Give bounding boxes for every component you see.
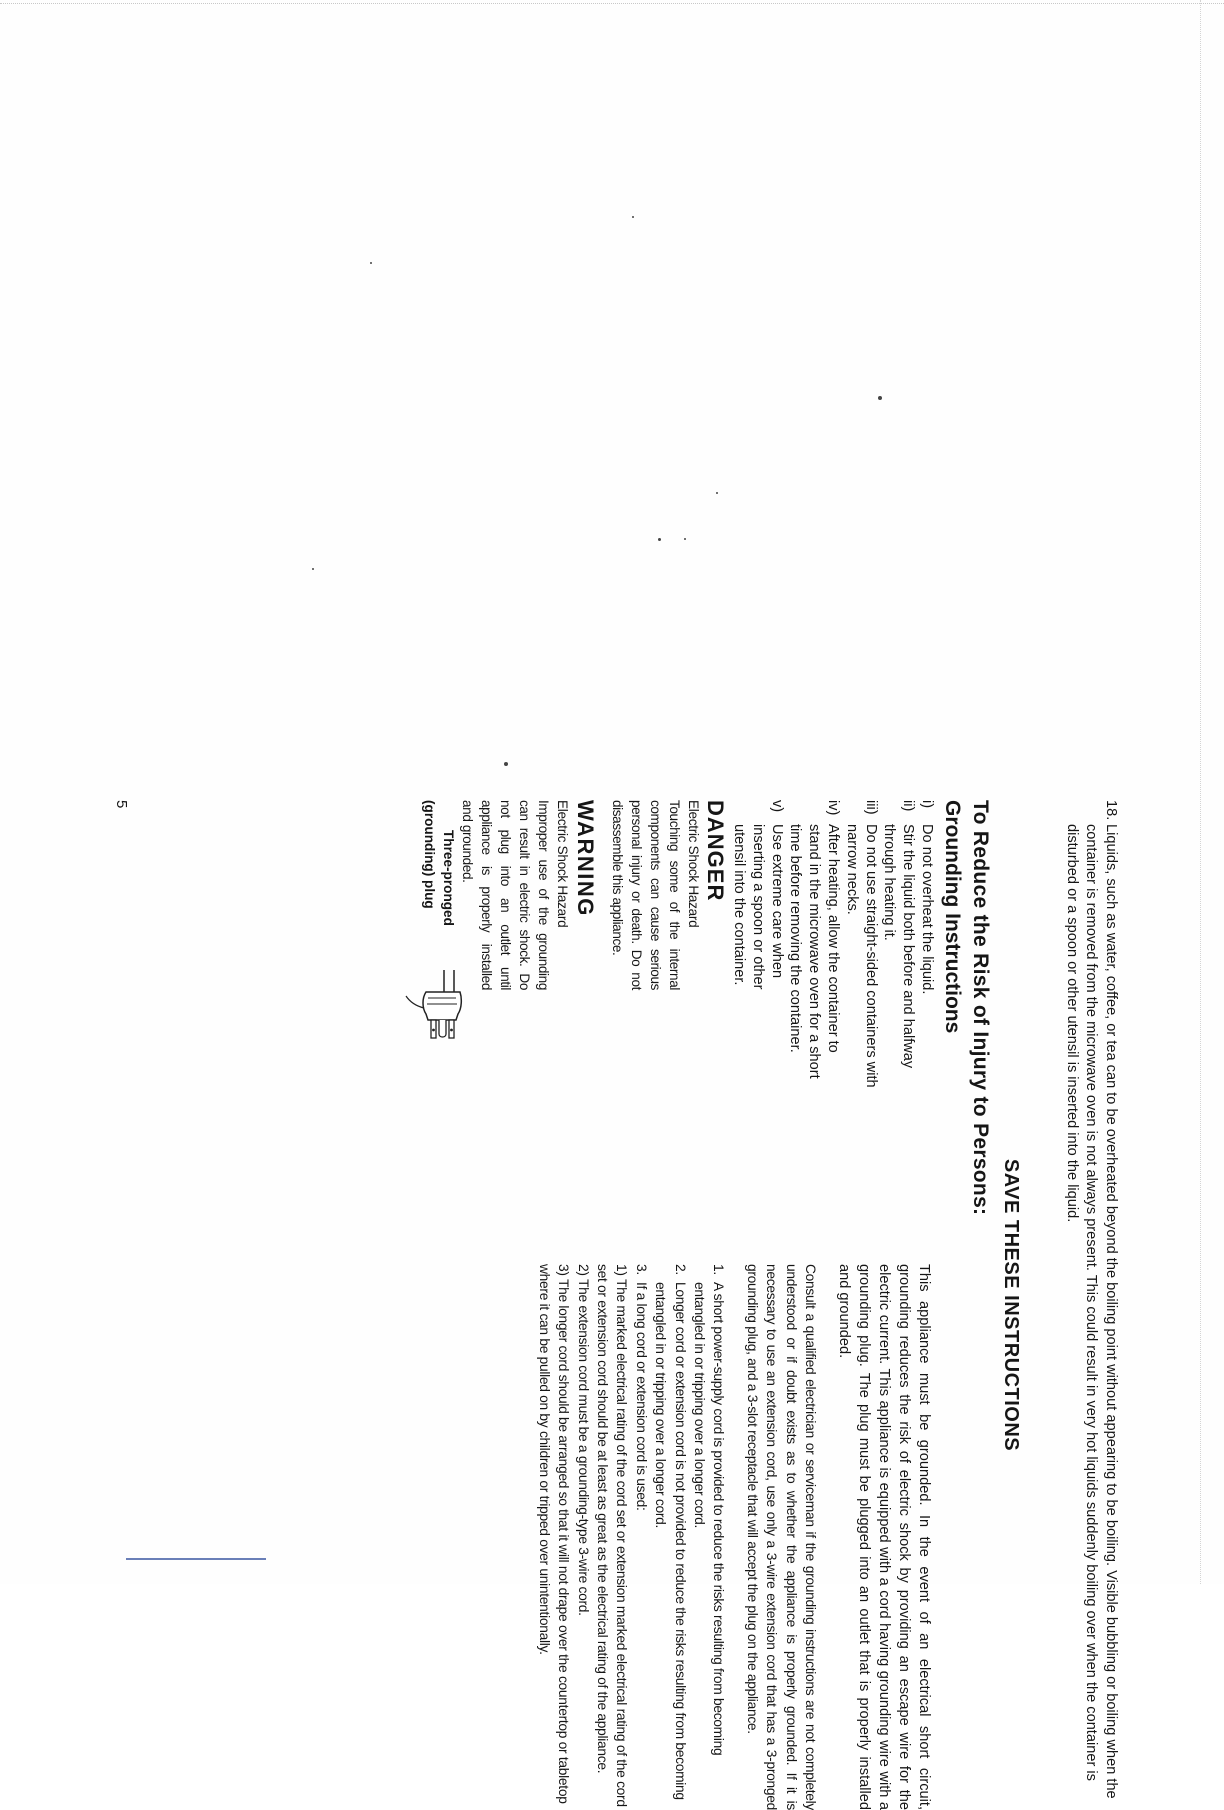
list-item: 1) The marked electrical rating of the cord set or extension marked electrical rating of the cord set or extension cord should be at least as great as the electrical rating of the appliance. (594, 1264, 630, 1807)
scan-edge-top (0, 3, 1224, 4)
page-number: 5 (113, 800, 130, 809)
list-item: 3. If a long cord or extension cord is used: (633, 1264, 649, 1511)
grounding-paragraph: This appliance must be grounded. In the event of an electrical short circuit, grounding reduces the risk of electric shock by providing an escape wire for the electric current. This appliance is equipped with a cord having grounding wire with a grounding plug. The plug must be plugged into an outlet that is properly installed and grounded. (836, 1264, 932, 1810)
scan-speck (504, 762, 508, 766)
plug-figure (388, 800, 458, 1220)
scan-edge-right (1200, 0, 1201, 1584)
list-item: 1. A short power-supply cord is provided to reduce the risks resulting from becoming entangled in or tripping over a longer cord. (691, 1264, 727, 1756)
danger-heading: DANGER (703, 800, 729, 902)
save-instructions-heading: SAVE THESE INSTRUCTIONS (1000, 1158, 1022, 1452)
list-item: ii) Stir the liquid both before and halfway through heating it. (881, 800, 917, 1069)
plug-label-line2: (grounding) plug (422, 800, 438, 909)
plug-label-line1: Three-pronged (441, 830, 457, 926)
scan-edge-rule (126, 1558, 266, 1560)
warning-body: Improper use of the grounding can result in electric shock. Do not plug into an outlet until appliance is properly installed and grounded. (460, 800, 552, 990)
scan-speck (716, 492, 718, 494)
scan-speck (658, 538, 661, 541)
list-item: 3) The longer cord should be arranged so that it will not drape over the countertop or tabletop where it can be pulled on by children or tripped over unintentionally. (536, 1264, 572, 1804)
left-column (388, 800, 964, 1220)
item-18 (1061, 800, 1120, 1810)
cord-list (534, 1264, 728, 1810)
danger-subheading: Electric Shock Hazard (686, 800, 702, 928)
list-item: iv) After heating, allow the container to stand in the microwave oven for a short time before removing the container. (787, 800, 842, 1079)
item-18-text: Liquids, such as water, coffee, or tea can to be overheated beyond the boiling point without appearing to be boiling. Visible bubbling or boiling when the container is removed from the microwave oven is not always present. This could result in very hot liquids suddenly boiling over when the container is disturbed or a spoon or other utensil is inserted into the liquid. (1063, 824, 1119, 1799)
warning-heading: WARNING (573, 800, 599, 917)
scan-speck (878, 396, 882, 400)
list-item: 2. Longer cord or extension cord is not provided to reduce the risks resulting from becoming entangled in or tripping over a longer cord. (653, 1264, 688, 1800)
consult-paragraph: Consult a qualified electrician or serviceman if the grounding instructions are not completely understood or if doubt exists as to whether the appliance is properly grounded. If it is necessary to use an extension cord, use only a 3-wire extension cord that has a 3-pronged grounding plug, and a 3-slot receptacle that will accept the plug on the appliance. (744, 1264, 818, 1810)
plug-icon (404, 968, 468, 1058)
list-item: 2) The extension cord must be a grounding-type 3-wire cord. (575, 1264, 591, 1616)
scan-speck (684, 538, 686, 540)
warning-subheading: Electric Shock Hazard (555, 800, 571, 928)
rotated-content (110, 800, 1120, 1810)
right-column (534, 1264, 934, 1810)
list-item: iii) Do not use straight-sided containers with narrow necks. (843, 800, 879, 1088)
danger-body: Touching some of the internal components can cause serious personal injury or death. Do not disassemble this appliance. (610, 800, 683, 990)
list-item: i) Do not overheat the liquid. (919, 800, 935, 995)
list-item: v) Use extreme care when inserting a spoon or other utensil into the container. (731, 800, 785, 990)
scan-speck (370, 262, 372, 264)
item-18-number: 18. (1103, 800, 1119, 821)
scan-speck (312, 568, 314, 570)
risk-heading: To Reduce the Risk of Injury to Persons: (969, 800, 992, 1216)
grounding-title: Grounding Instructions (941, 800, 964, 1034)
scan-speck (632, 216, 634, 218)
plug-label (420, 800, 458, 926)
precaution-list (729, 800, 936, 1090)
